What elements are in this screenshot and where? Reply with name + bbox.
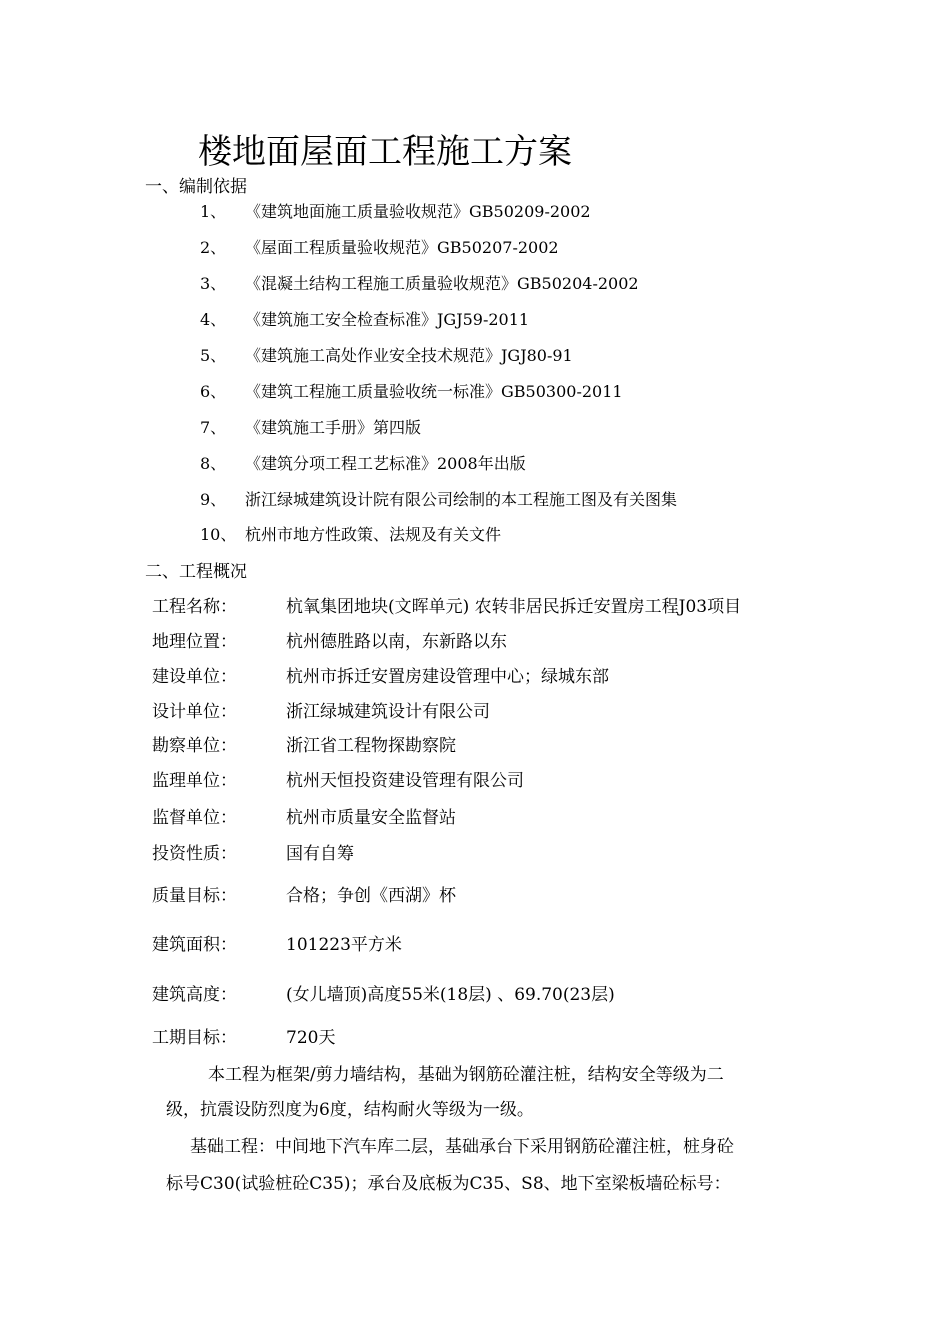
list-item-number: 1、 xyxy=(200,202,227,221)
info-label: 建设单位： xyxy=(152,667,237,687)
section-heading-basis: 一、编制依据 xyxy=(145,177,247,197)
list-item xyxy=(200,452,526,476)
info-value: 杭州天恒投资建设管理有限公司 xyxy=(286,771,524,791)
info-value: 101223平方米 xyxy=(286,935,402,955)
list-item-text: 《建筑施工手册》第四版 xyxy=(245,418,422,437)
info-row xyxy=(152,630,507,654)
info-row xyxy=(152,933,402,957)
list-item-number: 7、 xyxy=(200,418,227,437)
list-item xyxy=(200,488,677,512)
info-value: 合格；争创《西湖》杯 xyxy=(286,886,456,906)
list-item-text: 《建筑施工高处作业安全技术规范》JGJ80-91 xyxy=(245,346,573,365)
info-value: 浙江省工程物探勘察院 xyxy=(286,736,456,756)
info-label: 监理单位： xyxy=(152,771,237,791)
info-value: 杭州德胜路以南，东新路以东 xyxy=(286,632,507,652)
body-paragraph-line: 级，抗震设防烈度为6度，结构耐火等级为一级。 xyxy=(166,1100,534,1120)
body-paragraph-line: 标号C30(试验桩砼C35)；承台及底板为C35、S8、地下室梁板墙砼标号： xyxy=(166,1174,731,1194)
info-label: 建筑高度： xyxy=(152,985,237,1005)
list-item-text: 杭州市地方性政策、法规及有关文件 xyxy=(245,525,502,544)
list-item-text: 《建筑工程施工质量验收统一标准》GB50300-2011 xyxy=(245,382,623,401)
list-item-number: 2、 xyxy=(200,238,227,257)
info-label: 勘察单位： xyxy=(152,736,237,756)
list-item xyxy=(200,344,573,368)
info-value: 杭州市质量安全监督站 xyxy=(286,808,456,828)
info-row xyxy=(152,734,456,758)
info-label: 建筑面积： xyxy=(152,935,237,955)
list-item-text: 《建筑施工安全检查标准》JGJ59-2011 xyxy=(245,310,530,329)
info-row xyxy=(152,806,456,830)
info-row xyxy=(152,983,615,1007)
info-value: 720天 xyxy=(286,1028,336,1048)
list-item-number: 5、 xyxy=(200,346,227,365)
info-label: 质量目标： xyxy=(152,886,237,906)
info-row xyxy=(152,884,456,908)
list-item xyxy=(200,523,501,547)
info-value: 杭州市拆迁安置房建设管理中心；绿城东部 xyxy=(286,667,609,687)
list-item-text: 《屋面工程质量验收规范》GB50207-2002 xyxy=(245,238,559,257)
info-value: 杭氧集团地块(文晖单元) 农转非居民拆迁安置房工程J03项目 xyxy=(286,597,742,617)
section-heading-overview: 二、工程概况 xyxy=(145,562,247,582)
info-row xyxy=(152,842,354,866)
list-item-number: 8、 xyxy=(200,454,227,473)
list-item-text: 《建筑分项工程工艺标准》2008年出版 xyxy=(245,454,526,473)
info-label: 投资性质： xyxy=(152,844,237,864)
info-row xyxy=(152,1026,335,1050)
info-row xyxy=(152,769,524,793)
list-item xyxy=(200,308,529,332)
info-row xyxy=(152,665,609,689)
body-paragraph-line: 本工程为框架/剪力墙结构，基础为钢筋砼灌注桩，结构安全等级为二 xyxy=(208,1065,724,1085)
info-label: 工期目标： xyxy=(152,1028,237,1048)
page-title: 楼地面屋面工程施工方案 xyxy=(198,132,572,172)
list-item xyxy=(200,200,591,224)
body-paragraph-line: 基础工程：中间地下汽车库二层，基础承台下采用钢筋砼灌注桩，桩身砼 xyxy=(190,1137,734,1157)
list-item xyxy=(200,272,639,296)
list-item-text: 《混凝土结构工程施工质量验收规范》GB50204-2002 xyxy=(245,274,639,293)
info-value: 浙江绿城建筑设计有限公司 xyxy=(286,702,490,722)
list-item-number: 3、 xyxy=(200,274,227,293)
list-item-text: 《建筑地面施工质量验收规范》GB50209-2002 xyxy=(245,202,591,221)
info-label: 工程名称： xyxy=(152,597,237,617)
info-value: (女儿墙顶)高度55米(18层) 、69.70(23层) xyxy=(286,985,615,1005)
list-item-text: 浙江绿城建筑设计院有限公司绘制的本工程施工图及有关图集 xyxy=(245,490,678,509)
list-item-number: 6、 xyxy=(200,382,227,401)
info-row xyxy=(152,700,490,724)
list-item xyxy=(200,236,559,260)
info-value: 国有自筹 xyxy=(286,844,354,864)
list-item-number: 4、 xyxy=(200,310,227,329)
list-item xyxy=(200,416,421,440)
info-label: 设计单位： xyxy=(152,702,237,722)
list-item-number: 9、 xyxy=(200,490,227,509)
info-label: 监督单位： xyxy=(152,808,237,828)
list-item-number: 10、 xyxy=(200,525,237,544)
info-row xyxy=(152,595,741,619)
list-item xyxy=(200,380,623,404)
info-label: 地理位置： xyxy=(152,632,237,652)
